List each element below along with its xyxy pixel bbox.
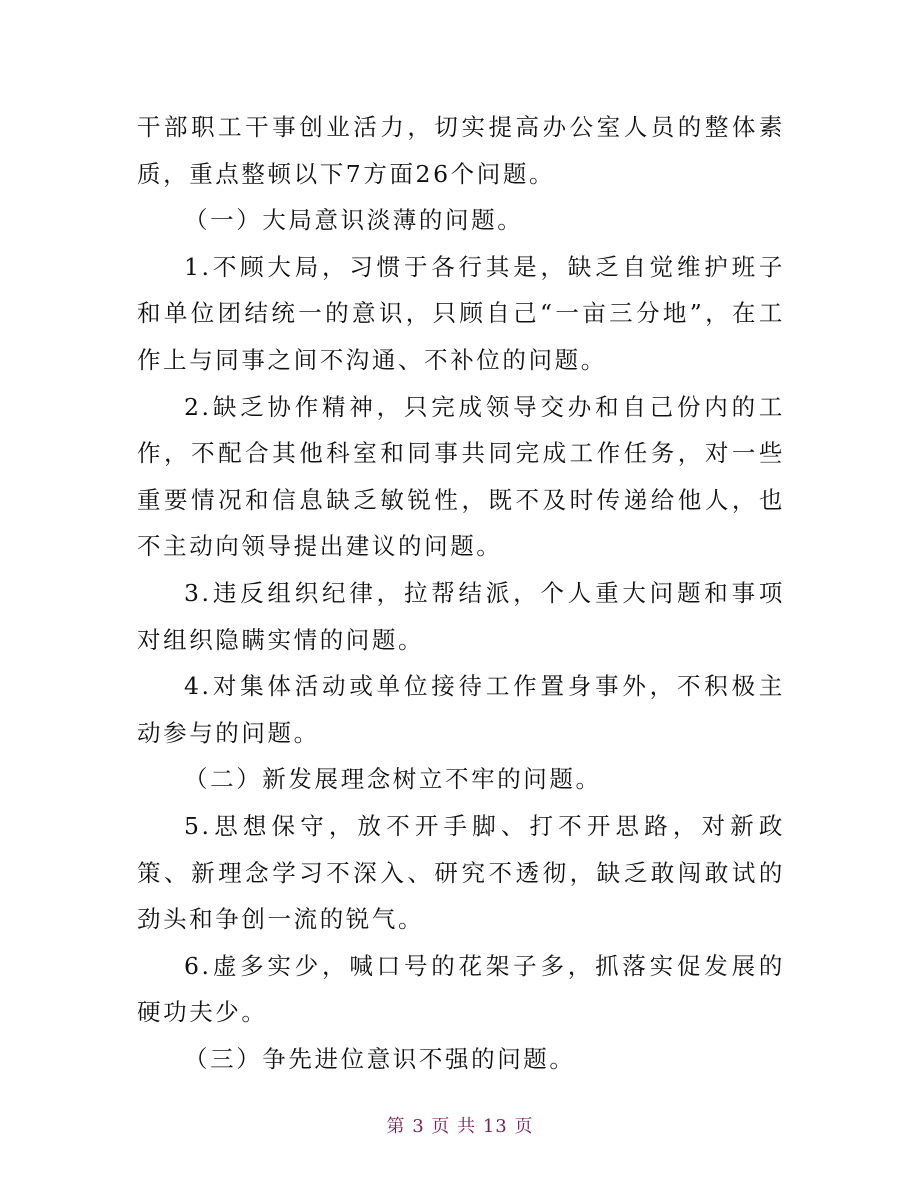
paragraph: 5.思想保守，放不开手脚、打不开思路，对新政策、新理念学习不深入、研究不透彻，缺乏敢闯敢试的劲头和争创一流的锐气。 [137, 811, 785, 934]
section-heading: （一）大局意识淡薄的问题。 [184, 206, 524, 235]
paragraph: 3.违反组织纪律，拉帮结派，个人重大问题和事项对组织隐瞒实情的问题。 [137, 578, 785, 654]
section-heading: （三）争先进位意识不强的问题。 [184, 1044, 576, 1073]
page-number-label: 第 3 页 共 13 页 [386, 1116, 534, 1137]
document-body [137, 104, 785, 1082]
page-footer [0, 1112, 920, 1138]
paragraph: 干部职工干事创业活力，切实提高办公室人员的整体素质，重点整顿以下7方面26个问题。 [137, 113, 785, 188]
paragraph: 4.对集体活动或单位接待工作置身事外，不积极主动参与的问题。 [137, 672, 785, 747]
paragraph: 1.不顾大局，习惯于各行其是，缺乏自觉维护班子和单位团结统一的意识，只顾自己“一亩三分地”，在工作上与同事之间不沟通、不补位的问题。 [137, 252, 785, 374]
paragraph: 6.虚多实少，喊口号的花架子多，抓落实促发展的硬功夫少。 [137, 951, 785, 1027]
paragraph: 2.缺乏协作精神，只完成领导交办和自己份内的工作，不配合其他科室和同事共同完成工作任务，对一些重要情况和信息缺乏敏锐性，既不及时传递给他人，也不主动向领导提出建议的问题。 [137, 392, 785, 561]
section-heading: （二）新发展理念树立不牢的问题。 [184, 765, 602, 794]
